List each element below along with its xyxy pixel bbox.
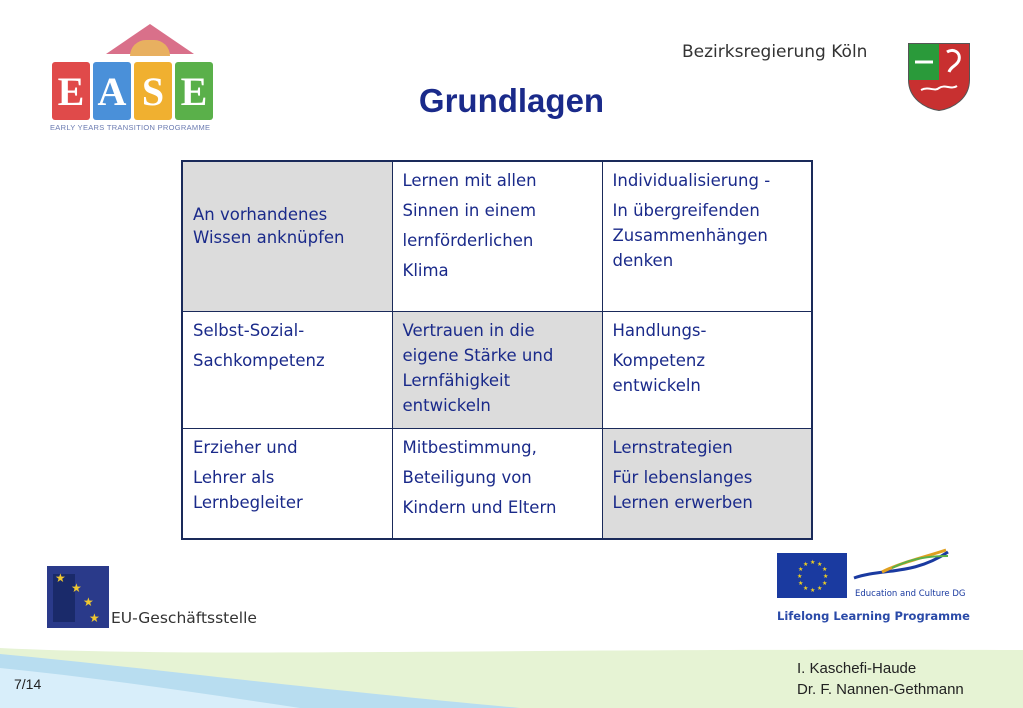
cell-line: Lernen mit allen bbox=[402, 171, 537, 190]
cell-line: An vorhandenes bbox=[193, 205, 328, 225]
eu-office-logo bbox=[47, 566, 109, 628]
cell-line: Zusammenhängen bbox=[612, 226, 768, 245]
table-cell bbox=[182, 428, 392, 539]
star-icon: ★ bbox=[89, 611, 100, 625]
ease-letter-e2: E bbox=[175, 62, 213, 120]
grundlagen-table bbox=[181, 160, 813, 540]
cell-line: lernförderlichen bbox=[402, 231, 534, 250]
table-cell bbox=[602, 428, 812, 539]
table-cell bbox=[602, 161, 812, 311]
cell-line: Für lebenslanges bbox=[612, 467, 753, 487]
footer-wave-decoration bbox=[0, 648, 1023, 708]
cell-line: Kompetenz bbox=[612, 350, 706, 370]
ease-tagline: EARLY YEARS TRANSITION PROGRAMME bbox=[50, 123, 211, 132]
cell-line: entwickeln bbox=[402, 395, 491, 415]
star-icon: ★ bbox=[83, 595, 94, 609]
table-cell bbox=[182, 311, 392, 428]
ease-letter-s: S bbox=[134, 62, 172, 120]
svg-text:★: ★ bbox=[817, 561, 823, 568]
table-row bbox=[182, 428, 812, 539]
svg-text:★: ★ bbox=[810, 587, 816, 594]
cell-line: Lernstrategien bbox=[612, 437, 733, 457]
svg-text:★: ★ bbox=[822, 580, 828, 587]
cell-line: Erzieher und bbox=[193, 437, 298, 457]
cell-line: Beteiligung von bbox=[402, 467, 532, 487]
svg-text:★: ★ bbox=[798, 580, 804, 587]
table-row bbox=[182, 311, 812, 428]
lifelong-learning-label: Lifelong Learning Programme bbox=[777, 609, 970, 623]
table-cell bbox=[602, 311, 812, 428]
cell-line: Lernbegleiter bbox=[193, 492, 303, 512]
education-culture-label: Education and Culture DG bbox=[855, 589, 966, 599]
cell-line: Kindern und Eltern bbox=[402, 497, 557, 517]
cell-line: denken bbox=[612, 251, 674, 270]
bezirksregierung-label: Bezirksregierung Köln bbox=[682, 42, 868, 62]
svg-text:★: ★ bbox=[797, 573, 803, 580]
ease-letter-e1: E bbox=[52, 62, 90, 120]
svg-text:★: ★ bbox=[823, 573, 829, 580]
cell-line: Sachkompetenz bbox=[193, 350, 325, 370]
cell-line: Klima bbox=[402, 261, 449, 280]
svg-text:★: ★ bbox=[803, 585, 809, 592]
star-icon: ★ bbox=[71, 581, 82, 595]
table-cell bbox=[392, 161, 602, 311]
table-cell bbox=[392, 311, 602, 428]
cell-line: Mitbestimmung, bbox=[402, 437, 537, 457]
cell-line: Selbst-Sozial- bbox=[193, 320, 305, 340]
ease-letter-a: A bbox=[93, 62, 131, 120]
table-cell bbox=[182, 161, 392, 311]
nrw-crest-icon bbox=[905, 40, 973, 112]
star-icon: ★ bbox=[55, 571, 66, 585]
cell-line: entwickeln bbox=[612, 375, 701, 395]
cell-line: Handlungs- bbox=[612, 320, 707, 340]
svg-text:★: ★ bbox=[810, 559, 816, 566]
author-name: Dr. F. Nannen-Gethmann bbox=[797, 681, 964, 698]
svg-text:★: ★ bbox=[803, 561, 809, 568]
slide-title: Grundlagen bbox=[418, 82, 605, 119]
svg-text:★: ★ bbox=[822, 566, 828, 573]
table-row bbox=[182, 161, 812, 311]
table-cell bbox=[392, 428, 602, 539]
author-name: I. Kaschefi-Haude bbox=[797, 660, 917, 677]
cell-line: Wissen anknüpfen bbox=[193, 228, 345, 248]
cell-line: eigene Stärke und bbox=[402, 345, 554, 365]
cell-line: Vertrauen in die bbox=[402, 320, 535, 340]
eu-flag-icon bbox=[777, 553, 847, 598]
cell-line: Individualisierung - bbox=[612, 171, 771, 190]
svg-text:★: ★ bbox=[817, 585, 823, 592]
cell-line: Sinnen in einem bbox=[402, 201, 537, 220]
cell-line: In übergreifenden bbox=[612, 201, 760, 220]
eu-office-label: EU-Geschäftsstelle bbox=[111, 609, 257, 627]
cell-line: Lernfähigkeit bbox=[402, 370, 511, 390]
cell-line: Lehrer als bbox=[193, 467, 275, 487]
cell-line: Lernen erwerben bbox=[612, 492, 753, 512]
education-culture-swoosh-icon bbox=[852, 548, 952, 588]
svg-text:★: ★ bbox=[798, 566, 804, 573]
page-number: 7/14 bbox=[14, 676, 42, 692]
